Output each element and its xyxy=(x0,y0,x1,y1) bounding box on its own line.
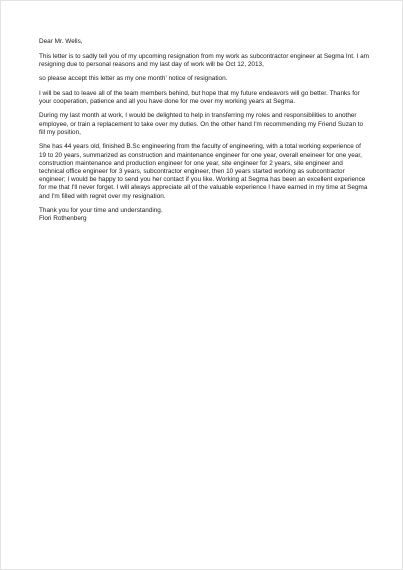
salutation: Dear Mr. Wells, xyxy=(39,38,83,45)
paragraph-transition-help: During my last month at work, I would be delighted to help in transferring my roles and responsibilities to another employee, or train a replacement to take over my duties. On the other hand I'm recommending my Friend Suzan to fill my position, xyxy=(39,112,364,136)
letter-body xyxy=(39,38,369,230)
paragraph-recommendation: She has 44 years old, finished B.Sc engineering from the faculty of engineering, with a total working experience of 19 to 20 years, summarized as construction and maintenance engineer for one year, overall eneineer for one year, construction maintenance and production engineer for one year, site engineer for 2 years, site engineer and technical office engineer for 3 years, subcontractor engineer, then 10 years started working as subcontractor engineer; I would be happy to send you her contact if you like. Working at Segma has been an excellent experience for me that I'll never forget. I will always appreciate all of the valuable experience I have earned in my time at Segma and I'm filled with regret over my resignation. xyxy=(39,143,368,200)
paragraph-gratitude: I will be sad to leave all of the team members behind, but hope that my future endeavors will go better. Thanks for your cooperation, patience and all you have done for me over my working years at Segma. xyxy=(39,89,360,105)
closing-line: Thank you for your time and understanding. xyxy=(39,207,163,215)
signature: Flori Rothenberg xyxy=(39,215,87,223)
paragraph-notice-period: so please accept this letter as my one month' notice of resignation. xyxy=(39,75,228,83)
paragraph-resignation-notice: This letter is to sadly tell you of my upcoming resignation from my work as subcontractor engineer at Segma Int. I am resigning due to personal reasons and my last day of work will be Oct 12, 2013, xyxy=(39,52,369,68)
